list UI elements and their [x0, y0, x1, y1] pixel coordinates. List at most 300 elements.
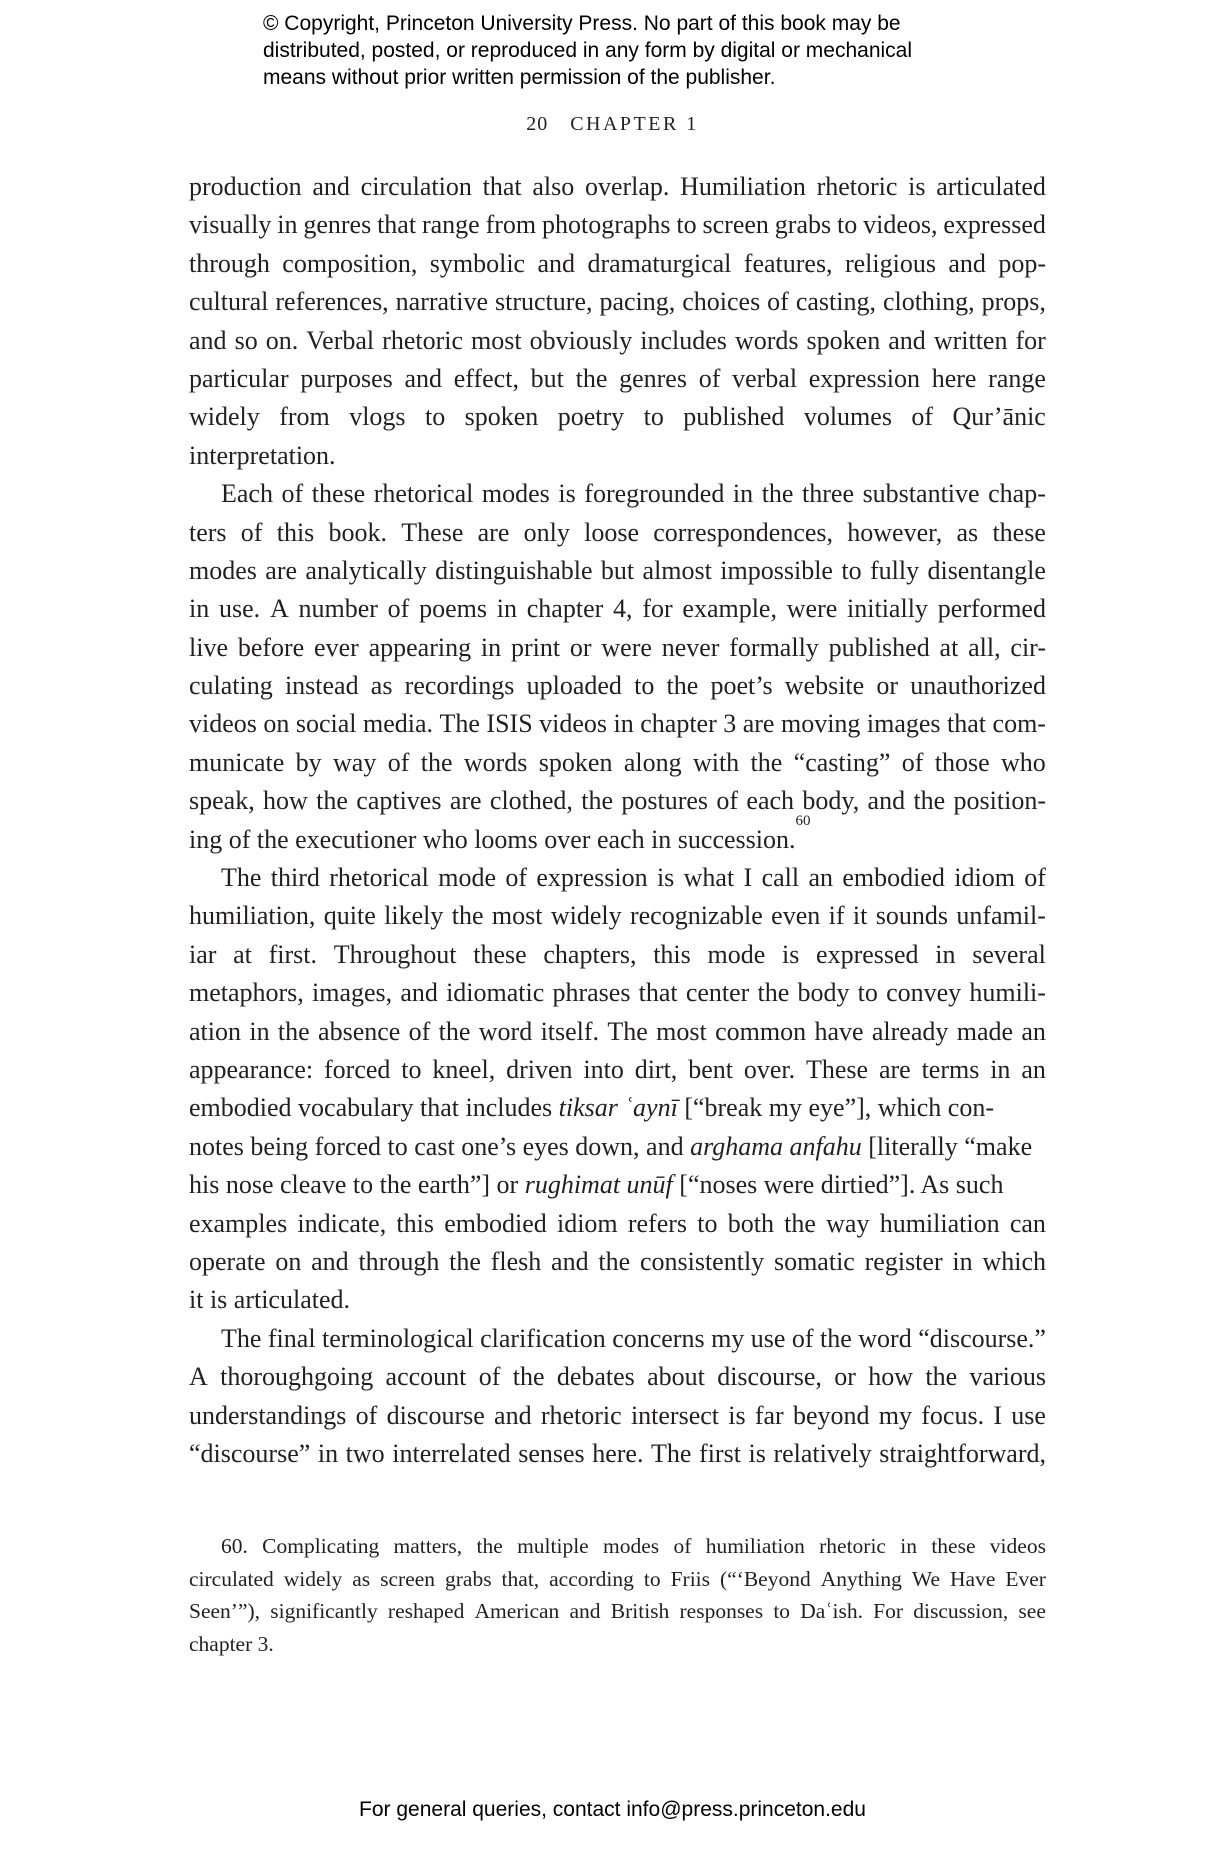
word: unfamil- [956, 901, 1046, 931]
word: at [939, 632, 959, 662]
word: spoken [464, 402, 539, 432]
word: overlap. [584, 172, 670, 201]
word: clothing, [882, 287, 975, 317]
word: discourse [386, 1400, 485, 1430]
word: clarification [480, 1323, 606, 1353]
word: to [841, 555, 862, 585]
word: and [189, 325, 227, 355]
word: live [189, 632, 228, 662]
word: fully [869, 555, 920, 585]
word: these [992, 517, 1046, 547]
word: idiom [556, 1208, 618, 1238]
word: this [276, 517, 315, 547]
word: casting, [795, 287, 876, 317]
word: use [1011, 1400, 1046, 1430]
word: but [600, 555, 635, 585]
word: those [934, 747, 990, 777]
word: is [908, 172, 926, 201]
word: convey [886, 978, 962, 1008]
word: are [742, 709, 775, 739]
word: however, [847, 517, 943, 547]
word: book. [328, 517, 388, 547]
word: discussion, [913, 1599, 1009, 1624]
word: word [858, 1323, 912, 1353]
text-line [189, 1397, 1046, 1435]
word: but [530, 363, 564, 393]
word: that [638, 978, 678, 1008]
word: most [656, 1016, 707, 1046]
word: were [786, 594, 838, 624]
word: common [715, 1016, 807, 1046]
word: and [400, 978, 438, 1008]
word: purposes [300, 363, 393, 393]
word: clothed, [489, 786, 573, 816]
word: driven [506, 1054, 573, 1084]
word: rhetoric [382, 325, 463, 355]
word: The [221, 1323, 262, 1353]
word: screen [380, 1566, 436, 1591]
word: unauthorized [910, 671, 1046, 701]
word: of [767, 287, 789, 317]
word: Friis [670, 1566, 711, 1591]
word: impossible [720, 555, 833, 585]
text-segment: his nose cleave to the earth”] or [189, 1170, 525, 1200]
word: are [265, 555, 298, 585]
word: focus. [921, 1400, 985, 1430]
word: for [1015, 325, 1046, 355]
word: intersect [630, 1400, 720, 1430]
word: along [623, 747, 682, 777]
word: use. [219, 594, 261, 624]
word: almost [642, 555, 712, 585]
word: grabs [445, 1566, 492, 1591]
word: in [732, 479, 754, 509]
word: circulated [189, 1566, 274, 1591]
word: Ever [1005, 1566, 1046, 1591]
word: modes [481, 479, 550, 509]
word: Anything [820, 1566, 902, 1591]
word: speak, [189, 786, 255, 816]
chapter-label: CHAPTER 1 [570, 113, 699, 135]
word: in [990, 1054, 1011, 1084]
word: from [279, 402, 330, 432]
word: about [647, 1362, 705, 1392]
word: even [771, 901, 821, 931]
word: A [189, 1362, 208, 1392]
word: recordings [404, 671, 515, 701]
word: center [685, 978, 750, 1008]
word: an [1021, 1054, 1046, 1084]
word: substantive [862, 479, 980, 509]
word: are [477, 517, 510, 547]
word: Each [221, 479, 273, 509]
word: in [317, 1438, 339, 1468]
word: and [569, 1599, 601, 1624]
word: example, [682, 594, 777, 624]
text-line: interpretation. [189, 440, 336, 470]
word: of [673, 1534, 692, 1558]
word: religious [844, 248, 936, 278]
word: and [948, 248, 986, 278]
text-segment: [“break my eye”], which con- [677, 1093, 995, 1123]
word: various [969, 1362, 1046, 1392]
word: according [549, 1566, 634, 1591]
word: are [878, 1054, 911, 1084]
word: written [933, 325, 1008, 355]
word: idiomatic [446, 978, 545, 1008]
word: correspondences, [653, 517, 834, 547]
word: in [900, 1534, 918, 1558]
word: to [676, 210, 697, 240]
text-line [189, 206, 1046, 244]
word: way [826, 1208, 870, 1238]
word: that [377, 210, 417, 240]
word: widely [189, 402, 260, 432]
word: The [439, 709, 480, 739]
word: at [233, 939, 252, 969]
word: and [867, 786, 906, 816]
word: interrelated [392, 1438, 511, 1468]
word: kneel, [432, 1054, 496, 1084]
word: and [888, 325, 926, 355]
paragraph [189, 475, 1046, 859]
word: is [781, 939, 800, 969]
word: to [401, 1054, 422, 1084]
word: Seen’”), [189, 1599, 261, 1624]
word: concerns [612, 1323, 705, 1353]
word: ation [189, 1016, 241, 1046]
word: made [956, 1016, 1014, 1046]
word: straightforward, [879, 1438, 1046, 1468]
word: postures [621, 786, 709, 816]
word: humili- [969, 978, 1046, 1008]
word: words [734, 325, 799, 355]
word: includes [640, 325, 727, 355]
footnote-reference[interactable]: 60 [795, 812, 811, 829]
word: in [613, 709, 634, 739]
word: the [438, 1016, 471, 1046]
word: images [866, 709, 941, 739]
text-line [189, 812, 1046, 859]
text-line [189, 705, 1046, 743]
text-line [189, 859, 1046, 897]
word: particular [189, 363, 289, 393]
text-line [189, 360, 1046, 398]
word: rhetoric [816, 172, 898, 201]
text-line [189, 629, 1046, 667]
word: The [651, 1438, 692, 1468]
word: the [277, 1016, 310, 1046]
word: word [478, 1016, 533, 1046]
word: “casting” [793, 747, 891, 777]
word: range [988, 363, 1046, 393]
word: of [408, 1016, 431, 1046]
word: somatic [773, 1246, 855, 1276]
text-line [189, 1358, 1046, 1396]
word: captives [356, 786, 442, 816]
word: Have [950, 1566, 996, 1591]
word: that [947, 709, 987, 739]
word: videos [189, 709, 257, 739]
word: “discourse” [189, 1438, 311, 1468]
footnote [189, 1530, 1046, 1660]
word: forced [324, 1054, 391, 1084]
word: distinguishable [435, 555, 593, 585]
word: cir- [1010, 632, 1046, 662]
word: to [837, 210, 858, 240]
transliteration: arghama anfahu [690, 1131, 862, 1161]
word: structure, [495, 287, 593, 317]
word: metaphors, [189, 978, 304, 1008]
word: 3 [723, 709, 737, 739]
word: the [512, 1362, 545, 1392]
word: that [482, 172, 522, 201]
text-segment: [literally “make [861, 1131, 1033, 1161]
word: how [263, 786, 308, 816]
word: several [972, 939, 1046, 969]
word: circulation [360, 172, 472, 201]
word: obviously [529, 325, 633, 355]
word: instead [284, 671, 359, 701]
word: Throughout [333, 939, 457, 969]
word: rhetoric [540, 1400, 622, 1430]
word: matters, [393, 1534, 463, 1558]
word: into [583, 1054, 624, 1084]
word: in [935, 939, 956, 969]
word: ters [189, 517, 227, 547]
word: that, [501, 1566, 540, 1591]
word: appearance: [189, 1054, 314, 1084]
word: two [345, 1438, 385, 1468]
word: of [240, 517, 263, 547]
word: culating [189, 671, 273, 701]
word: modes [603, 1534, 660, 1558]
word: vlogs [349, 402, 406, 432]
word: rhetorical [329, 863, 429, 893]
word: website [784, 671, 865, 701]
word: examples [189, 1208, 288, 1238]
word: responses [679, 1599, 764, 1624]
text-line [189, 744, 1046, 782]
word: quite [323, 901, 376, 931]
word: my [878, 1400, 912, 1430]
word: volumes [803, 402, 892, 432]
word: spoken [806, 325, 881, 355]
word: understandings [189, 1400, 347, 1430]
word: an [1021, 1016, 1046, 1046]
word: range [421, 210, 480, 240]
word: of [716, 786, 739, 816]
word: loose [584, 517, 640, 547]
word: rhetorical [373, 479, 474, 509]
word: bent [688, 1054, 733, 1084]
word: of [478, 1362, 501, 1392]
word: com- [992, 709, 1046, 739]
word: to [773, 1599, 791, 1624]
word: ISIS [486, 709, 533, 739]
word: published [828, 632, 930, 662]
word: and [311, 1246, 349, 1276]
text-segment: [“noses were dirtied”]. As such [672, 1170, 1004, 1200]
word: in [496, 594, 517, 624]
word: or [569, 632, 592, 662]
word: and [404, 363, 443, 393]
word: formally [729, 632, 819, 662]
word: widely [550, 901, 622, 931]
word: Daʿish. [800, 1599, 863, 1624]
word: to [857, 978, 878, 1008]
word: most [491, 901, 543, 931]
word: far [754, 1400, 784, 1430]
word: images, [312, 978, 393, 1008]
text-line: it is articulated. [189, 1285, 351, 1315]
word: dramaturgical [587, 248, 732, 278]
word: genres [619, 363, 687, 393]
word: the [913, 786, 946, 816]
text-segment: embodied vocabulary that includes [189, 1093, 559, 1123]
text-line [189, 245, 1046, 283]
word: discourse, [717, 1362, 822, 1392]
word: most [471, 325, 522, 355]
word: choices [682, 287, 761, 317]
word: Qur’ānic [952, 402, 1046, 432]
word: of [355, 1400, 378, 1430]
word: phrases [552, 978, 631, 1008]
word: body, [802, 786, 860, 816]
word: is [558, 479, 576, 509]
word: as [956, 517, 979, 547]
word: A [269, 594, 289, 624]
word: three [802, 479, 854, 509]
word: the [757, 978, 790, 1008]
word: over. [743, 1054, 796, 1084]
word: poetry [557, 402, 625, 432]
word: of [698, 363, 721, 393]
word: to [697, 1208, 718, 1238]
word: props, [981, 287, 1046, 317]
word: only [523, 517, 570, 547]
word: is [748, 1438, 766, 1468]
word: of [1024, 863, 1046, 893]
word: embodied [444, 1208, 547, 1238]
word: these [931, 1534, 976, 1558]
word: The [607, 1016, 648, 1046]
word: and [551, 1246, 589, 1276]
word: here [931, 363, 977, 393]
word: these [473, 939, 527, 969]
word: 60. [221, 1534, 248, 1558]
word: These [401, 517, 464, 547]
word: foregrounded [584, 479, 725, 509]
word: spoken [538, 747, 613, 777]
word: on. [265, 325, 299, 355]
word: account [385, 1362, 467, 1392]
word: The [221, 863, 262, 893]
word: senses [518, 1438, 585, 1468]
footnote-line [189, 1563, 1046, 1596]
word: were [601, 632, 652, 662]
word: the [784, 1208, 816, 1238]
word: widely [283, 1566, 343, 1591]
word: my [711, 1323, 745, 1353]
text-line [189, 1166, 1046, 1204]
text-line [189, 590, 1046, 628]
text-line [189, 974, 1046, 1012]
word: see [1018, 1599, 1046, 1624]
word: I [743, 863, 753, 893]
word: what [683, 863, 735, 893]
word: These [805, 1054, 869, 1084]
word: to [424, 402, 446, 432]
word: expression [536, 863, 648, 893]
word: videos, [863, 210, 938, 240]
word: can [1009, 1208, 1046, 1238]
word: first [699, 1438, 741, 1468]
word: visually [189, 210, 272, 240]
text-line [189, 552, 1046, 590]
word: the [449, 1246, 481, 1276]
word: production [189, 172, 302, 201]
copyright-notice [263, 10, 1023, 91]
word: terms [921, 1054, 980, 1084]
transliteration: tiksar ʿaynī [558, 1093, 678, 1123]
word: and [312, 172, 350, 201]
word: American [474, 1599, 560, 1624]
word: screen [702, 210, 769, 240]
text-line [189, 475, 1046, 513]
word: of [281, 479, 304, 509]
word: iar [189, 939, 217, 969]
word: moving [780, 709, 861, 739]
word: municate [189, 747, 285, 777]
word: chapter [640, 709, 717, 739]
word: by [295, 747, 322, 777]
text-line [189, 283, 1046, 321]
text-line [189, 667, 1046, 705]
word: position- [953, 786, 1046, 816]
word: symbolic [429, 248, 526, 278]
footnote-line: chapter 3. [189, 1631, 274, 1656]
word: Complicating [262, 1534, 380, 1558]
word: (“‘Beyond [719, 1566, 811, 1591]
footer-contact: For general queries, contact info@press.princeton.edu [359, 1798, 866, 1821]
word: through [358, 1246, 440, 1276]
word: is [656, 863, 675, 893]
word: narrative [395, 287, 489, 317]
word: composition, [282, 248, 418, 278]
word: 4, [613, 594, 633, 624]
word: cultural [189, 287, 269, 317]
word: dirt, [634, 1054, 678, 1084]
word: performed [937, 594, 1046, 624]
word: media. [363, 709, 434, 739]
word: is [728, 1400, 746, 1430]
word: Humiliation [680, 172, 806, 201]
word: to [634, 671, 655, 701]
paragraph [189, 168, 1046, 475]
word: rhetoric [819, 1534, 886, 1558]
text-line [189, 1435, 1046, 1473]
word: expressed [943, 210, 1046, 240]
text-line [189, 168, 1046, 206]
word: way [333, 747, 377, 777]
word: if [828, 901, 845, 931]
word: which [982, 1246, 1046, 1276]
word: or [834, 1362, 856, 1392]
word: modes [189, 555, 257, 585]
text-line [189, 1205, 1046, 1243]
word: thoroughgoing [220, 1362, 374, 1392]
